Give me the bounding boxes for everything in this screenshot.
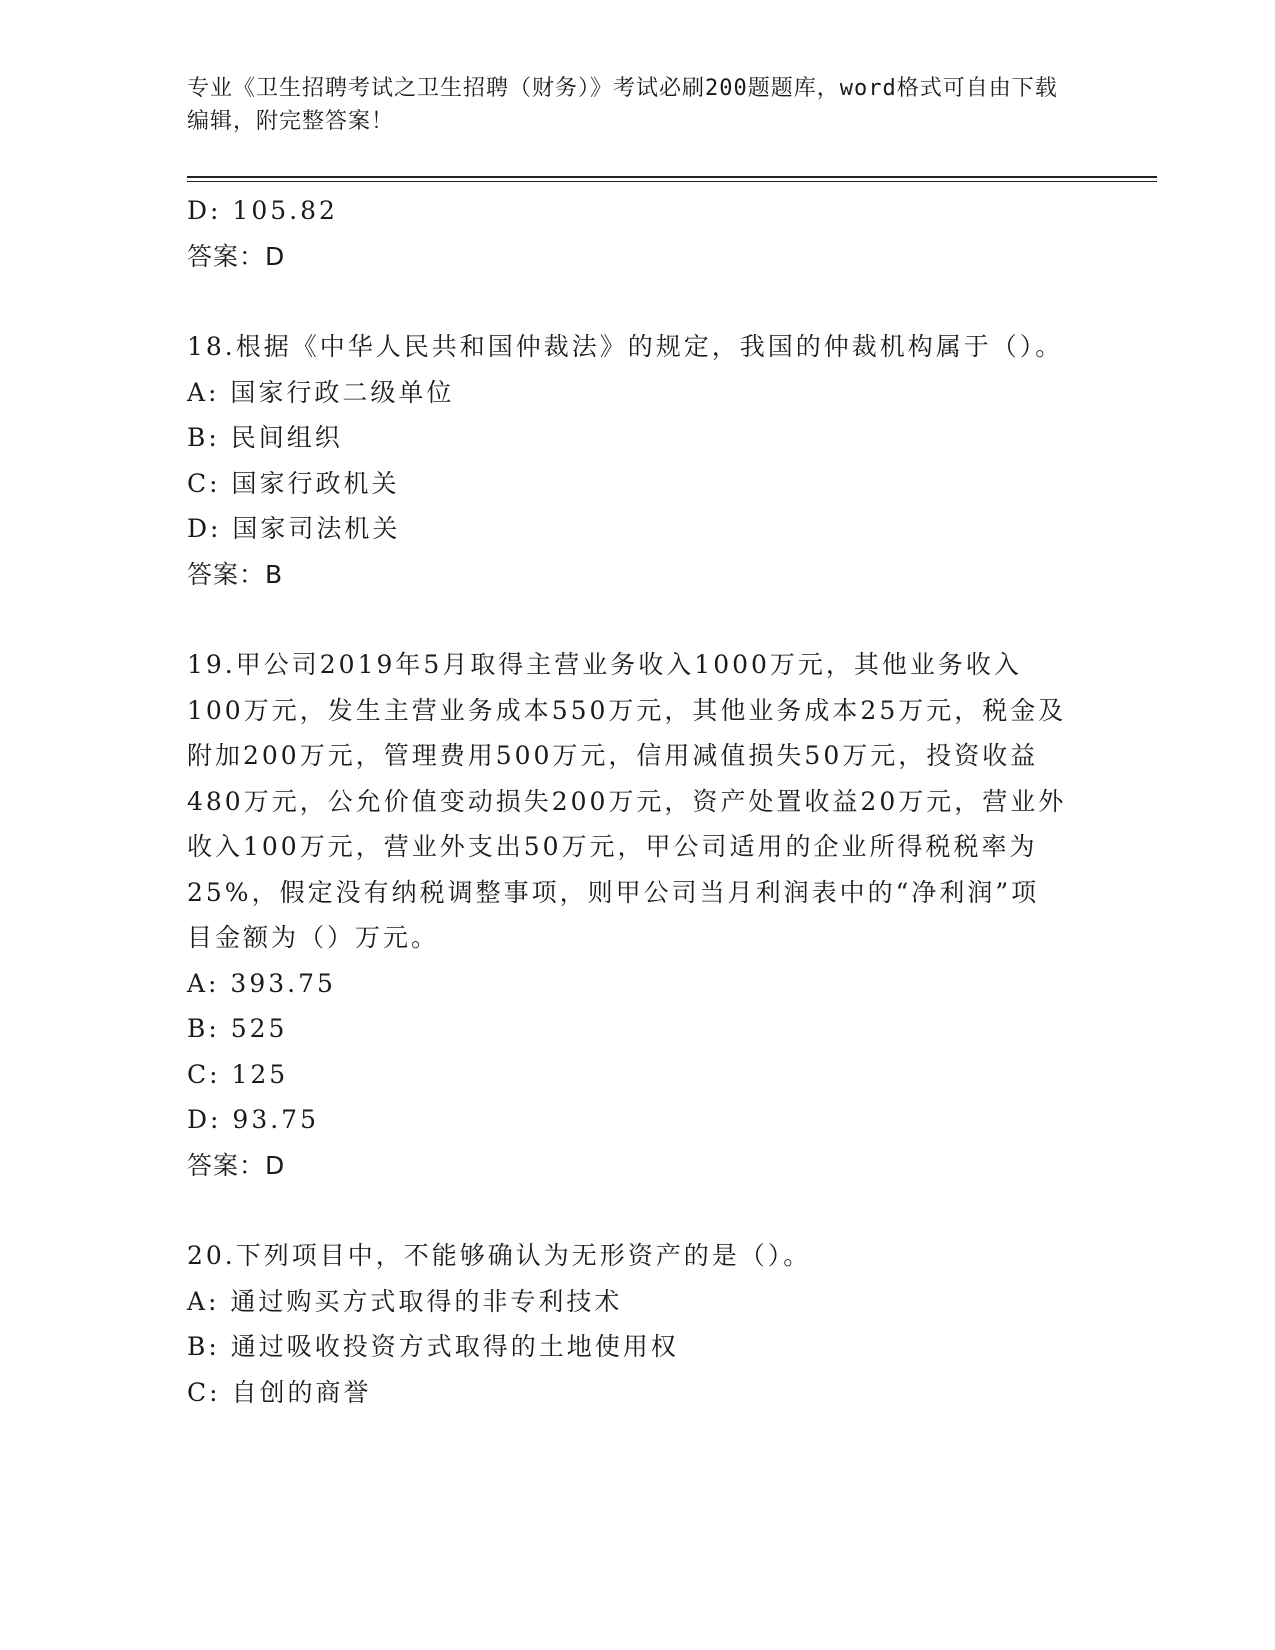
option-c: C: 国家行政机关 xyxy=(187,468,400,498)
document-body xyxy=(187,188,1087,1415)
header-divider-thin xyxy=(187,181,1157,182)
spacer xyxy=(187,597,1087,642)
document-header: 专业《卫生招聘考试之卫生招聘（财务）》考试必刷200题题库，word格式可自由下载编辑，附完整答案！ xyxy=(187,76,1058,134)
question-20 xyxy=(187,1233,1087,1415)
option-c: C: 125 xyxy=(187,1059,289,1089)
answer: 答案：D xyxy=(187,1150,286,1180)
option-a: A: 国家行政二级单位 xyxy=(187,377,455,407)
prev-option-d: D: 105.82 xyxy=(187,196,338,225)
question-stem: 18.根据《中华人民共和国仲裁法》的规定，我国的仲裁机构属于（）。 xyxy=(187,332,1064,361)
question-18 xyxy=(187,324,1087,597)
option-a: A: 通过购买方式取得的非专利技术 xyxy=(187,1286,623,1316)
option-b: B: 525 xyxy=(187,1014,288,1043)
answer: 答案：B xyxy=(187,559,284,589)
option-c: C: 自创的商誉 xyxy=(187,1377,372,1407)
spacer xyxy=(187,279,1087,324)
option-b: B: 通过吸收投资方式取得的土地使用权 xyxy=(187,1332,679,1361)
option-d: D: 93.75 xyxy=(187,1105,319,1134)
question-stem: 19.甲公司2019年5月取得主营业务收入1000万元，其他业务收入100万元，发生主营业务成本550万元，其他业务成本25万元，税金及附加200万元，管理费用500万元，信用减值损失50万元，投资收益480万元，公允价值变动损失200万元，资产处置收益20万元，营业外收入100万元，营业外支出50万元，甲公司适用的企业所得税税率为25%，假定没有纳税调整事项，则甲公司当月利润表中的“净利润”项目金额为（）万元。 xyxy=(187,650,1067,952)
question-19 xyxy=(187,642,1087,1188)
spacer xyxy=(187,1188,1087,1233)
option-b: B: 民间组织 xyxy=(187,423,343,452)
prev-answer: 答案：D xyxy=(187,241,286,271)
option-a: A: 393.75 xyxy=(187,968,336,998)
question-stem: 20.下列项目中，不能够确认为无形资产的是（）。 xyxy=(187,1241,812,1270)
option-d: D: 国家司法机关 xyxy=(187,514,401,543)
header-divider xyxy=(187,176,1157,178)
